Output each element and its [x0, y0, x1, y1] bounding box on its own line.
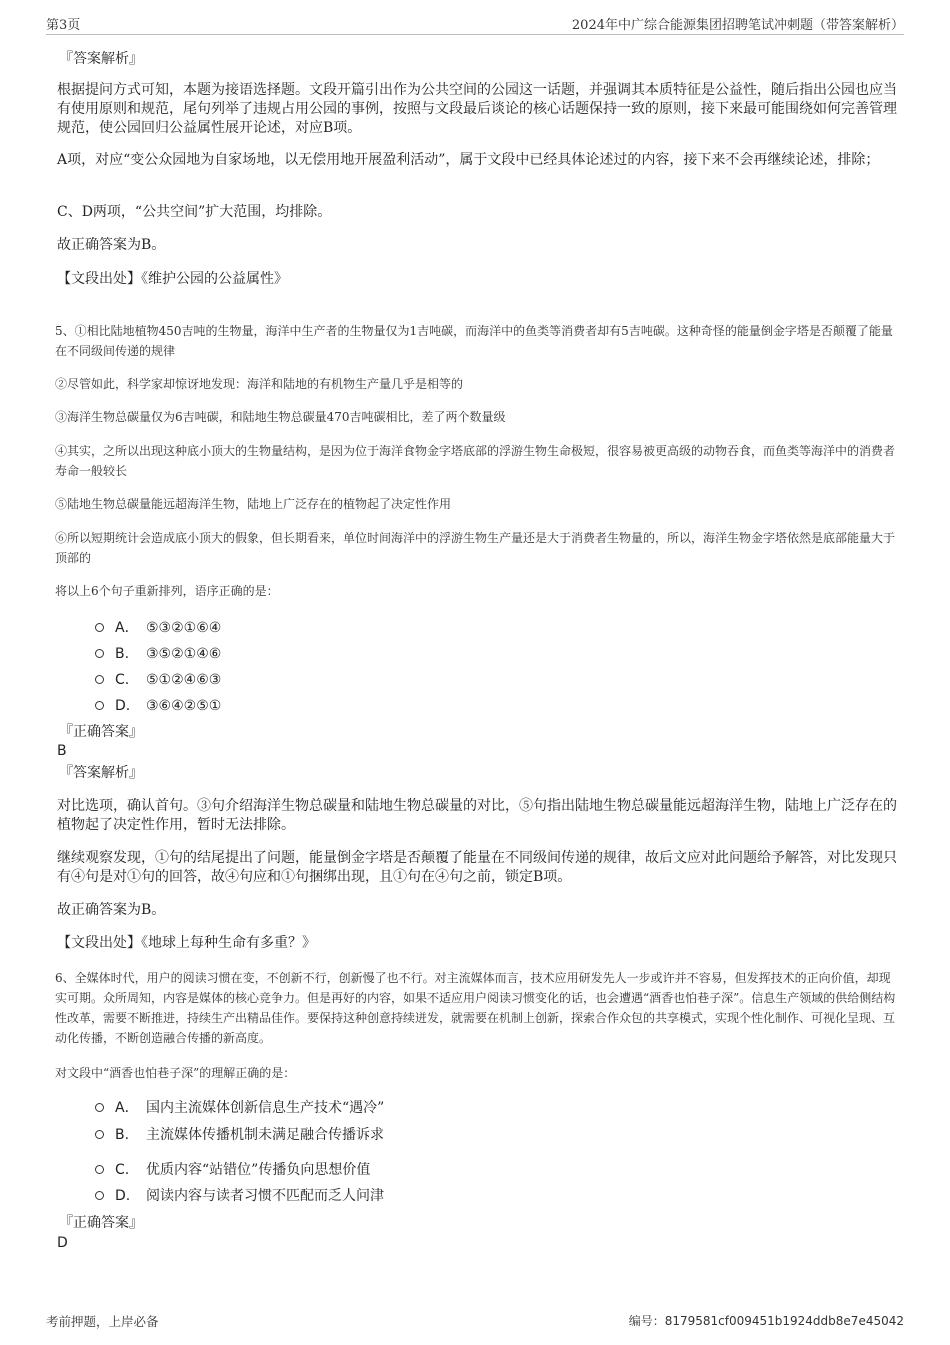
q5-option-b[interactable]: B. ③⑤②①④⑥ [95, 644, 221, 664]
q6-option-c[interactable]: C. 优质内容“站错位”传播负向思想价值 [95, 1160, 370, 1180]
document-id: 编号：8179581cf009451b1924ddb8e7e45042 [628, 1314, 904, 1328]
radio-icon[interactable] [95, 649, 104, 658]
answer-tag: 『正确答案』 [59, 724, 143, 740]
q6-option-a[interactable]: A． 国内主流媒体创新信息生产技术“遇冷” [95, 1098, 384, 1118]
q5-sentence-5: ⑤陆地生物总碳量能远超海洋生物，陆地上广泛存在的植物起了决定性作用 [55, 497, 452, 511]
page-number: 第3页 [46, 18, 81, 33]
q5-sentence-1: 5、①相比陆地植物450吉吨的生物量，海洋中生产者的生物量仅为1吉吨碳，而海洋中的鱼类等消费者却有5吉吨碳。这种奇怪的能量倒金字塔是否颠覆了能量在不同级间传递的规律 [55, 324, 893, 358]
radio-icon[interactable] [95, 1191, 104, 1200]
footer-slogan: 考前押题，上岸必备 [46, 1314, 159, 1329]
q5-sentence-6: ⑥所以短期统计会造成底小顶大的假象，但长期看来，单位时间海洋中的浮游生物生产量还是大于消费者生物量的，所以，海洋生物金字塔依然是底部能量大于顶部的 [55, 531, 896, 565]
analysis-paragraph: A项，对应“变公众园地为自家场地，以无偿用地开展盈利活动”，属于文段中已经具体论述过的内容，接下来不会再继续论述，排除； [57, 152, 880, 168]
conclusion: 故正确答案为B。 [57, 237, 166, 253]
q6-option-b[interactable]: B. 主流媒体传播机制未满足融合传播诉求 [95, 1125, 384, 1145]
analysis-tag: 『答案解析』 [59, 765, 143, 781]
q5-option-c[interactable]: C. ⑤①②④⑥③ [95, 670, 221, 690]
page-header [46, 14, 904, 35]
radio-icon[interactable] [95, 1130, 104, 1139]
q6-stem: 6、全媒体时代，用户的阅读习惯在变，不创新不行，创新慢了也不行。对主流媒体而言，技术应用研发先人一步或许并不容易，但发挥技术的正向价值，却现实可期。众所周知，内容是媒体的核心竞争力。但是再好的内容，如果不适应用户阅读习惯变化的话，也会遭遇“酒香也怕巷子深”。信息生产领域的供给侧结构性改革，需要不断推进，持续生产出精品佳作。要保持这种创意持续迸发，就需要在机制上创新，探索合作众包的共享模式，实现个性化制作、可视化呈现、互动化传播，不断创造融合传播的新高度。 [55, 971, 896, 1045]
radio-icon[interactable] [95, 1165, 104, 1174]
source-citation: 【文段出处】《维护公园的公益属性》 [57, 271, 288, 287]
radio-icon[interactable] [95, 675, 104, 684]
source-citation: 【文段出处】《地球上每种生命有多重？》 [57, 935, 316, 951]
answer-tag: 『正确答案』 [59, 1215, 143, 1231]
analysis-paragraph: 对比选项，确认首句。③句介绍海洋生物总碳量和陆地生物总碳量的对比，⑤句指出陆地生物总碳量能远超海洋生物，陆地上广泛存在的植物起了决定性作用，暂时无法排除。 [57, 798, 897, 833]
q5-prompt: 将以上6个句子重新排列，语序正确的是： [55, 584, 279, 598]
document-title: 2024年中广综合能源集团招聘笔试冲刺题（带答案解析） [571, 18, 904, 33]
analysis-tag: 『答案解析』 [59, 51, 143, 67]
q5-sentence-4: ④其实，之所以出现这种底小顶大的生物量结构，是因为位于海洋食物金字塔底部的浮游生物生命极短，很容易被更高级的动物吞食，而鱼类等海洋中的消费者寿命一般较长 [55, 444, 896, 478]
q5-option-d[interactable]: D. ③⑥④②⑤① [95, 696, 221, 716]
analysis-paragraph: 继续观察发现，①句的结尾提出了问题，能量倒金字塔是否颠覆了能量在不同级间传递的规律，故后文应对此问题给予解答，对比发现只有④句是对①句的回答，故④句应和①句捆绑出现，且①句在④句之前，锁定B项。 [57, 850, 897, 885]
correct-answer: B [57, 743, 67, 759]
q5-option-a[interactable]: A． ⑤③②①⑥④ [95, 618, 221, 638]
q6-option-d[interactable]: D. 阅读内容与读者习惯不匹配而乏人问津 [95, 1186, 384, 1206]
correct-answer: D [57, 1235, 68, 1251]
conclusion: 故正确答案为B。 [57, 902, 166, 918]
radio-icon[interactable] [95, 623, 104, 632]
analysis-paragraph: C、D两项，“公共空间”扩大范围，均排除。 [57, 204, 332, 220]
q6-prompt: 对文段中“酒香也怕巷子深”的理解正确的是： [55, 1066, 296, 1080]
radio-icon[interactable] [95, 701, 104, 710]
analysis-paragraph: 根据提问方式可知，本题为接语选择题。文段开篇引出作为公共空间的公园这一话题，并强调其本质特征是公益性，随后指出公园也应当有使用原则和规范，尾句列举了违规占用公园的事例，按照与文段最后谈论的核心话题保持一致的原则，接下来最可能围绕如何完善管理规范，使公园回归公益属性展开论述，对应B项。 [57, 82, 897, 136]
q5-sentence-3: ③海洋生物总碳量仅为6吉吨碳，和陆地生物总碳量470吉吨碳相比，差了两个数量级 [55, 410, 506, 424]
radio-icon[interactable] [95, 1103, 104, 1112]
q5-sentence-2: ②尽管如此，科学家却惊讶地发现：海洋和陆地的有机物生产量几乎是相等的 [55, 377, 464, 391]
